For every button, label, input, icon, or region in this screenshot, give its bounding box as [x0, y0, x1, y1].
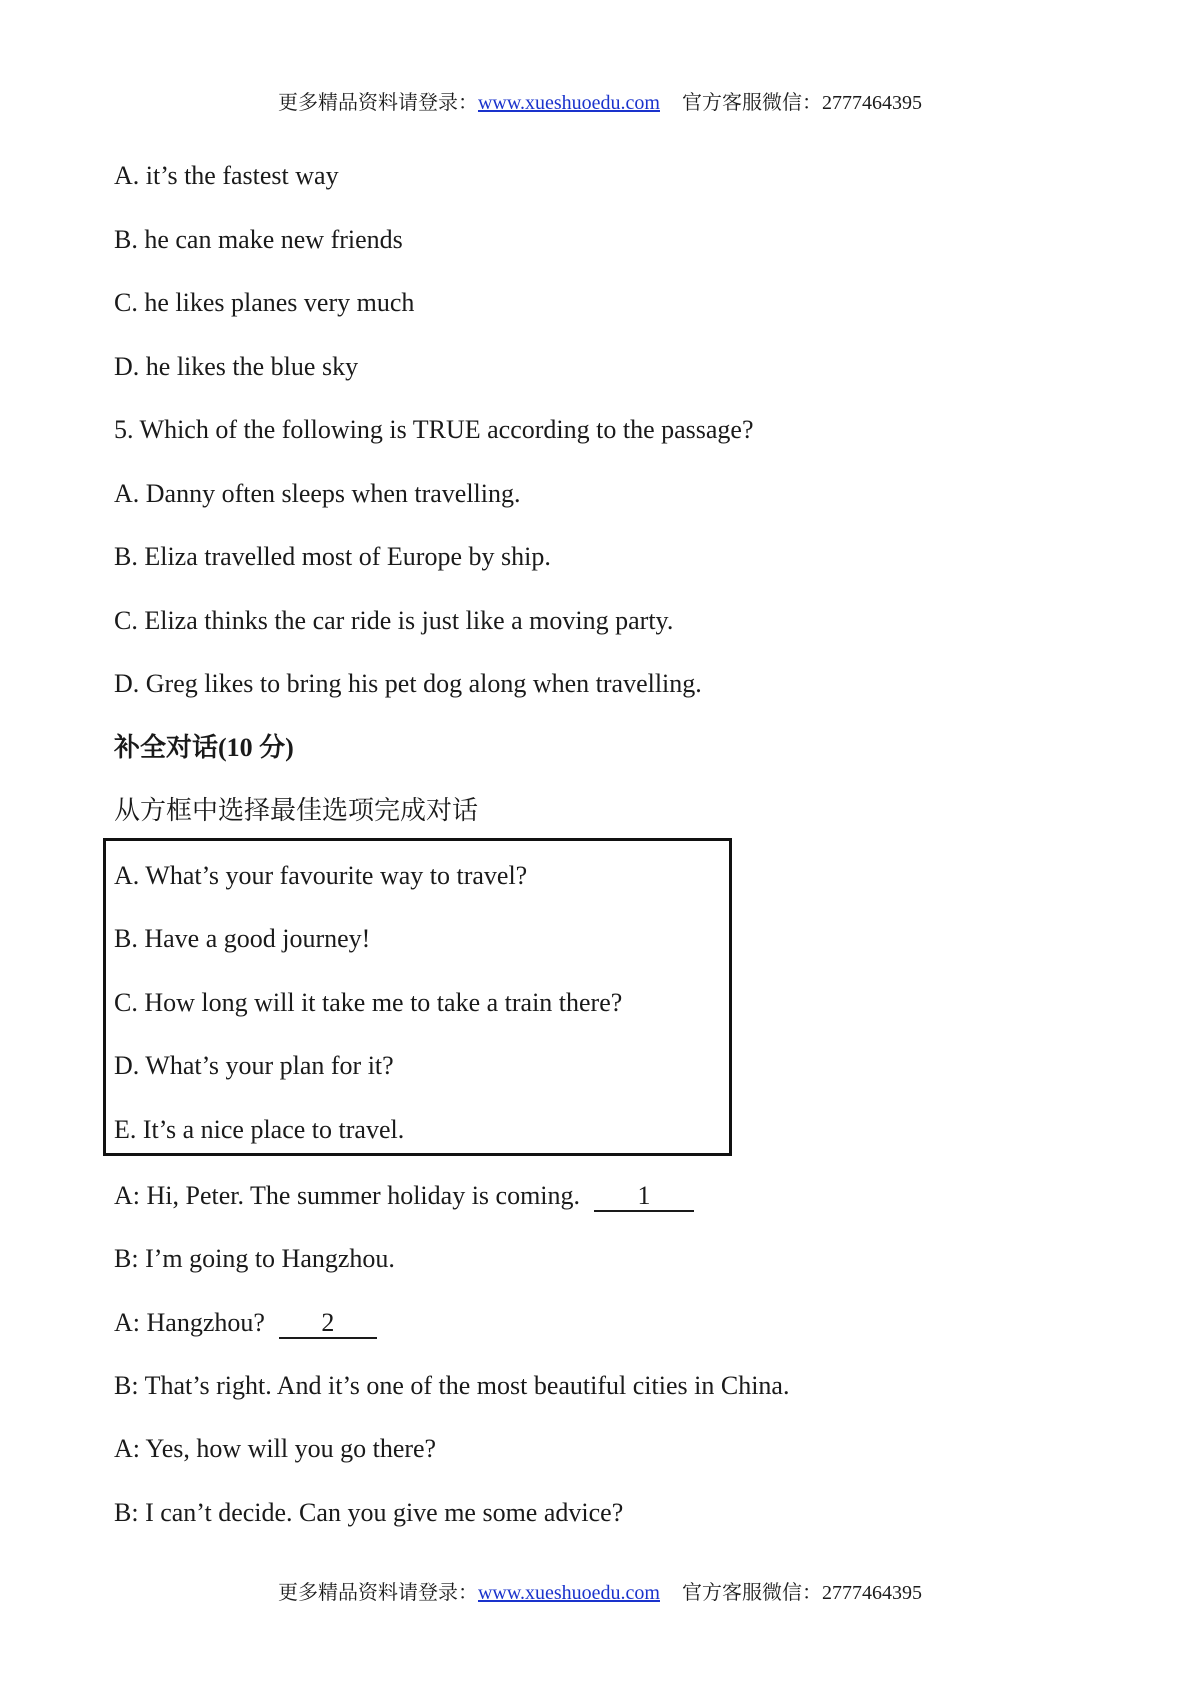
- dialogue-line-2: B: I’m going to Hangzhou.: [114, 1244, 395, 1273]
- q5-stem: 5. Which of the following is TRUE according to the passage?: [114, 415, 754, 444]
- q4-option-c: C. he likes planes very much: [114, 288, 415, 317]
- dialogue-line-6: B: I can’t decide. Can you give me some advice?: [114, 1498, 624, 1527]
- dialogue-line-3-text: A: Hangzhou?: [114, 1308, 265, 1337]
- header-wechat: 官方客服微信：2777464395: [682, 92, 922, 114]
- q4-option-b: B. he can make new friends: [114, 225, 403, 254]
- answer-blank-1[interactable]: 1: [594, 1182, 694, 1212]
- dialogue-line-4: B: That’s right. And it’s one of the most beautiful cities in China.: [114, 1371, 790, 1400]
- q5-option-b: B. Eliza travelled most of Europe by ship.: [114, 542, 551, 571]
- box-option-e: E. It’s a nice place to travel.: [114, 1115, 405, 1144]
- footer-wechat: 官方客服微信：2777464395: [682, 1582, 922, 1604]
- answer-blank-2[interactable]: 2: [279, 1309, 377, 1339]
- footer-prefix: 更多精品资料请登录：: [277, 1582, 478, 1604]
- dialogue-line-3: [114, 1307, 377, 1339]
- q4-option-d: D. he likes the blue sky: [114, 352, 359, 381]
- q5-option-c: C. Eliza thinks the car ride is just like a moving party.: [114, 606, 674, 635]
- section-instruction: 从方框中选择最佳选项完成对话: [114, 796, 479, 825]
- box-option-d: D. What’s your plan for it?: [114, 1051, 394, 1080]
- page-header: [0, 86, 1200, 115]
- dialogue-line-1-text: A: Hi, Peter. The summer holiday is coming.: [114, 1181, 581, 1210]
- dialogue-line-1: [114, 1180, 694, 1212]
- q5-option-a: A. Danny often sleeps when travelling.: [114, 479, 521, 508]
- box-option-c: C. How long will it take me to take a train there?: [114, 988, 623, 1017]
- page-footer: [0, 1576, 1200, 1605]
- dialogue-line-5: A: Yes, how will you go there?: [114, 1434, 437, 1463]
- box-option-b: B. Have a good journey!: [114, 924, 371, 953]
- q5-option-d: D. Greg likes to bring his pet dog along when travelling.: [114, 669, 702, 698]
- q4-option-a: A. it’s the fastest way: [114, 161, 339, 190]
- section-title: 补全对话(10 分): [114, 733, 294, 762]
- box-option-a: A. What’s your favourite way to travel?: [114, 861, 528, 890]
- footer-link[interactable]: www.xueshuoedu.com: [477, 1582, 660, 1604]
- header-prefix: 更多精品资料请登录：: [277, 92, 478, 114]
- header-link[interactable]: www.xueshuoedu.com: [477, 92, 660, 114]
